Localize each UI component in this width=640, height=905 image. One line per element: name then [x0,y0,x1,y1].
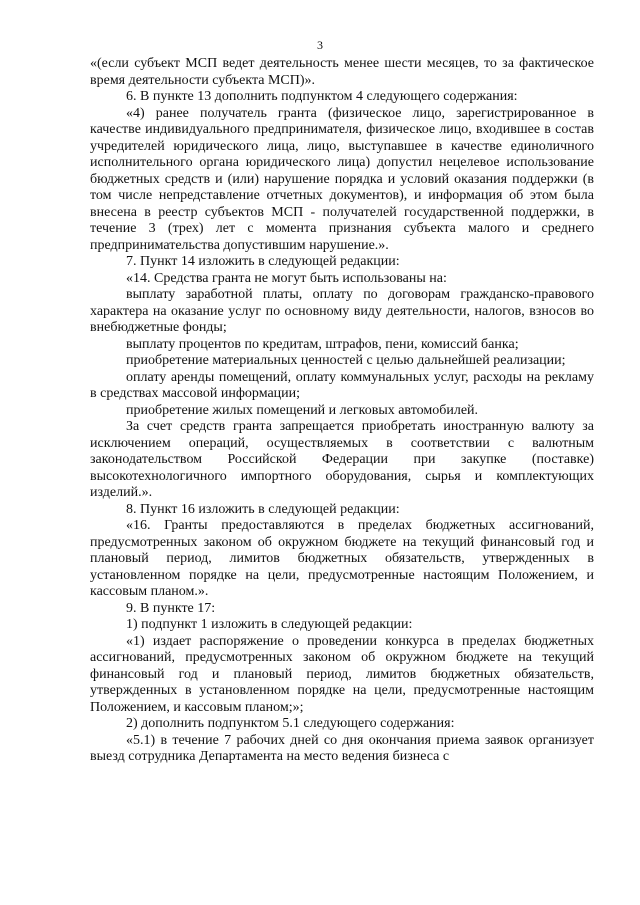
paragraph: «4) ранее получатель гранта (физическое лицо, зарегистрированное в качестве индивидуального предпринимателя, физическое лицо, входившее в состав учредителей юридического лица, лицо, выступавшее в качестве единоличного исполнительного органа юридического лица) допустил нецелевое использование бюджетных средств и (или) нарушение порядка и условий оказания поддержки (в том числе непредставление отчетных документов), и информация об этом была внесена в реестр субъектов МСП - получателей государственной поддержки, в течение 3 (трех) лет с момента признания субъекта малого и среднего предпринимательства допустившим нарушение.». [90,105,594,253]
paragraph: 9. В пункте 17: [126,600,216,616]
paragraph: приобретение жилых помещений и легковых автомобилей. [126,402,479,418]
paragraph: приобретение материальных ценностей с целью дальнейшей реализации; [126,353,566,368]
paragraph: 6. В пункте 13 дополнить подпунктом 4 следующего содержания: [126,89,518,104]
paragraph: «1) издает распоряжение о проведении конкурса в пределах бюджетных ассигнований, предусмотренных законом об окружном бюджете на текущий финансовый год и плановый период, лимитов бюджетных обязательств, утвержденных в установленном порядке на цели, предусмотренные настоящим Положением, и кассовым планом;»; [90,633,594,715]
paragraph: 1) подпункт 1 изложить в следующей редакции: [126,617,413,632]
paragraph: «5.1) в течение 7 рабочих дней со дня окончания приема заявок организует выезд сотрудника Департамента на место ведения бизнеса с [90,732,594,764]
paragraph: «16. Гранты предоставляются в пределах бюджетных ассигнований, предусмотренных законом об окружном бюджете на текущий финансовый год и плановый период, лимитов бюджетных обязательств, утвержденных в установленном порядке на цели, предусмотренные настоящим Положением, и кассовым планом.». [90,518,594,599]
paragraph: оплату аренды помещений, оплату коммунальных услуг, расходы на рекламу в средствах массовой информации; [90,369,594,401]
paragraph: За счет средств гранта запрещается приобретать иностранную валюту за исключением операций, осуществляемых в соответствии с валютным законодательством Российской Федерации при закупке (поставке) высокотехнологичного импортного оборудования, сырья и комплектующих изделий.». [90,419,594,500]
paragraph: 7. Пункт 14 изложить в следующей редакции: [126,254,400,269]
document-body [90,56,594,766]
page-number: 3 [317,38,323,52]
paragraph: 8. Пункт 16 изложить в следующей редакции: [126,501,400,517]
paragraph: выплату процентов по кредитам, штрафов, пени, комиссий банка; [126,336,519,352]
paragraph: «(если субъект МСП ведет деятельность менее шести месяцев, то за фактическое время деятельности субъекта МСП)». [90,56,594,88]
paragraph: 2) дополнить подпунктом 5.1 следующего содержания: [126,716,455,731]
paragraph: «14. Средства гранта не могут быть использованы на: [126,270,447,286]
paragraph: выплату заработной платы, оплату по договорам гражданско-правового характера на оказание услуг по основному виду деятельности, налогов, взносов во внебюджетные фонды; [90,287,594,335]
